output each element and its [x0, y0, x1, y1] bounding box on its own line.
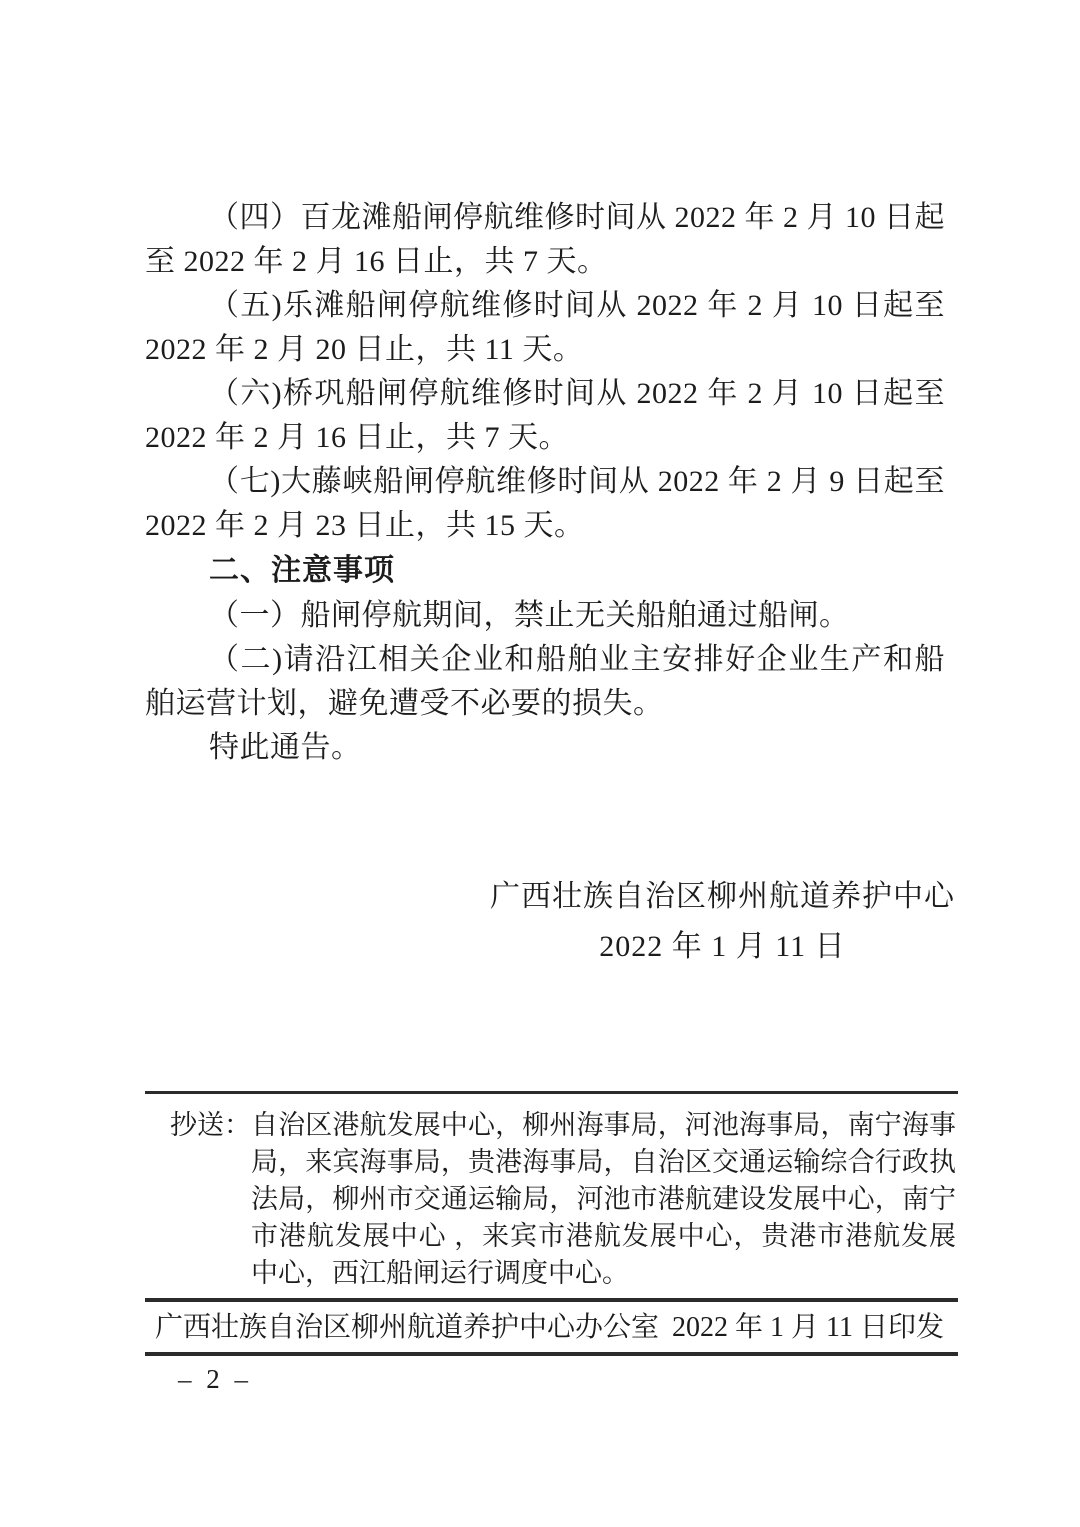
- note-item-2: （二)请沿江相关企业和船舶业主安排好企业生产和船舶运营计划，避免遭受不必要的损失。: [145, 643, 945, 720]
- issuer-row: [145, 1302, 958, 1352]
- document-footer: [145, 1091, 958, 1356]
- maintenance-item-7: （七)大藤峡船闸停航维修时间从 2022 年 2 月 9 日起至 2022 年 2 月 23 日止，共 15 天。: [145, 465, 945, 542]
- note-item-1: （一）船闸停航期间，禁止无关船舶通过船闸。: [209, 599, 850, 632]
- page-number: – 2 –: [178, 1364, 252, 1394]
- closing-line: 特此通告。: [209, 731, 362, 764]
- signature-date: 2022 年 1 月 11 日: [599, 930, 846, 963]
- maintenance-item-6: （六)桥巩船闸停航维修时间从 2022 年 2 月 10 日起至 2022 年 2 月 16 日止，共 7 天。: [145, 377, 945, 454]
- cc-block: [145, 1094, 958, 1298]
- issuer-name: 广西壮族自治区柳州航道养护中心办公室: [155, 1312, 660, 1343]
- cc-text: 自治区港航发展中心，柳州海事局，河池海事局，南宁海事局，来宾海事局，贵港海事局，自治区交通运输综合行政执法局，柳州市交通运输局，河池市港航建设发展中心，南宁市港航发展中心 ，来宾市港航发展中心，贵港市港航发展中心，西江船闸运行调度中心。: [251, 1110, 956, 1288]
- maintenance-item-5: （五)乐滩船闸停航维修时间从 2022 年 2 月 10 日起至 2022 年 2 月 20 日止，共 11 天。: [145, 289, 945, 366]
- section-heading: 二、注意事项: [209, 554, 395, 587]
- signature-org: 广西壮族自治区柳州航道养护中心: [490, 880, 955, 913]
- document-body: [145, 196, 945, 770]
- signature-block: [490, 872, 955, 972]
- cc-label: 抄送：: [170, 1110, 251, 1140]
- maintenance-item-4: （四）百龙滩船闸停航维修时间从 2022 年 2 月 10 日起至 2022 年 2 月 16 日止，共 7 天。: [145, 201, 945, 278]
- separator-line-bottom: [145, 1352, 958, 1356]
- print-date: 2022 年 1 月 11 日印发: [672, 1312, 944, 1343]
